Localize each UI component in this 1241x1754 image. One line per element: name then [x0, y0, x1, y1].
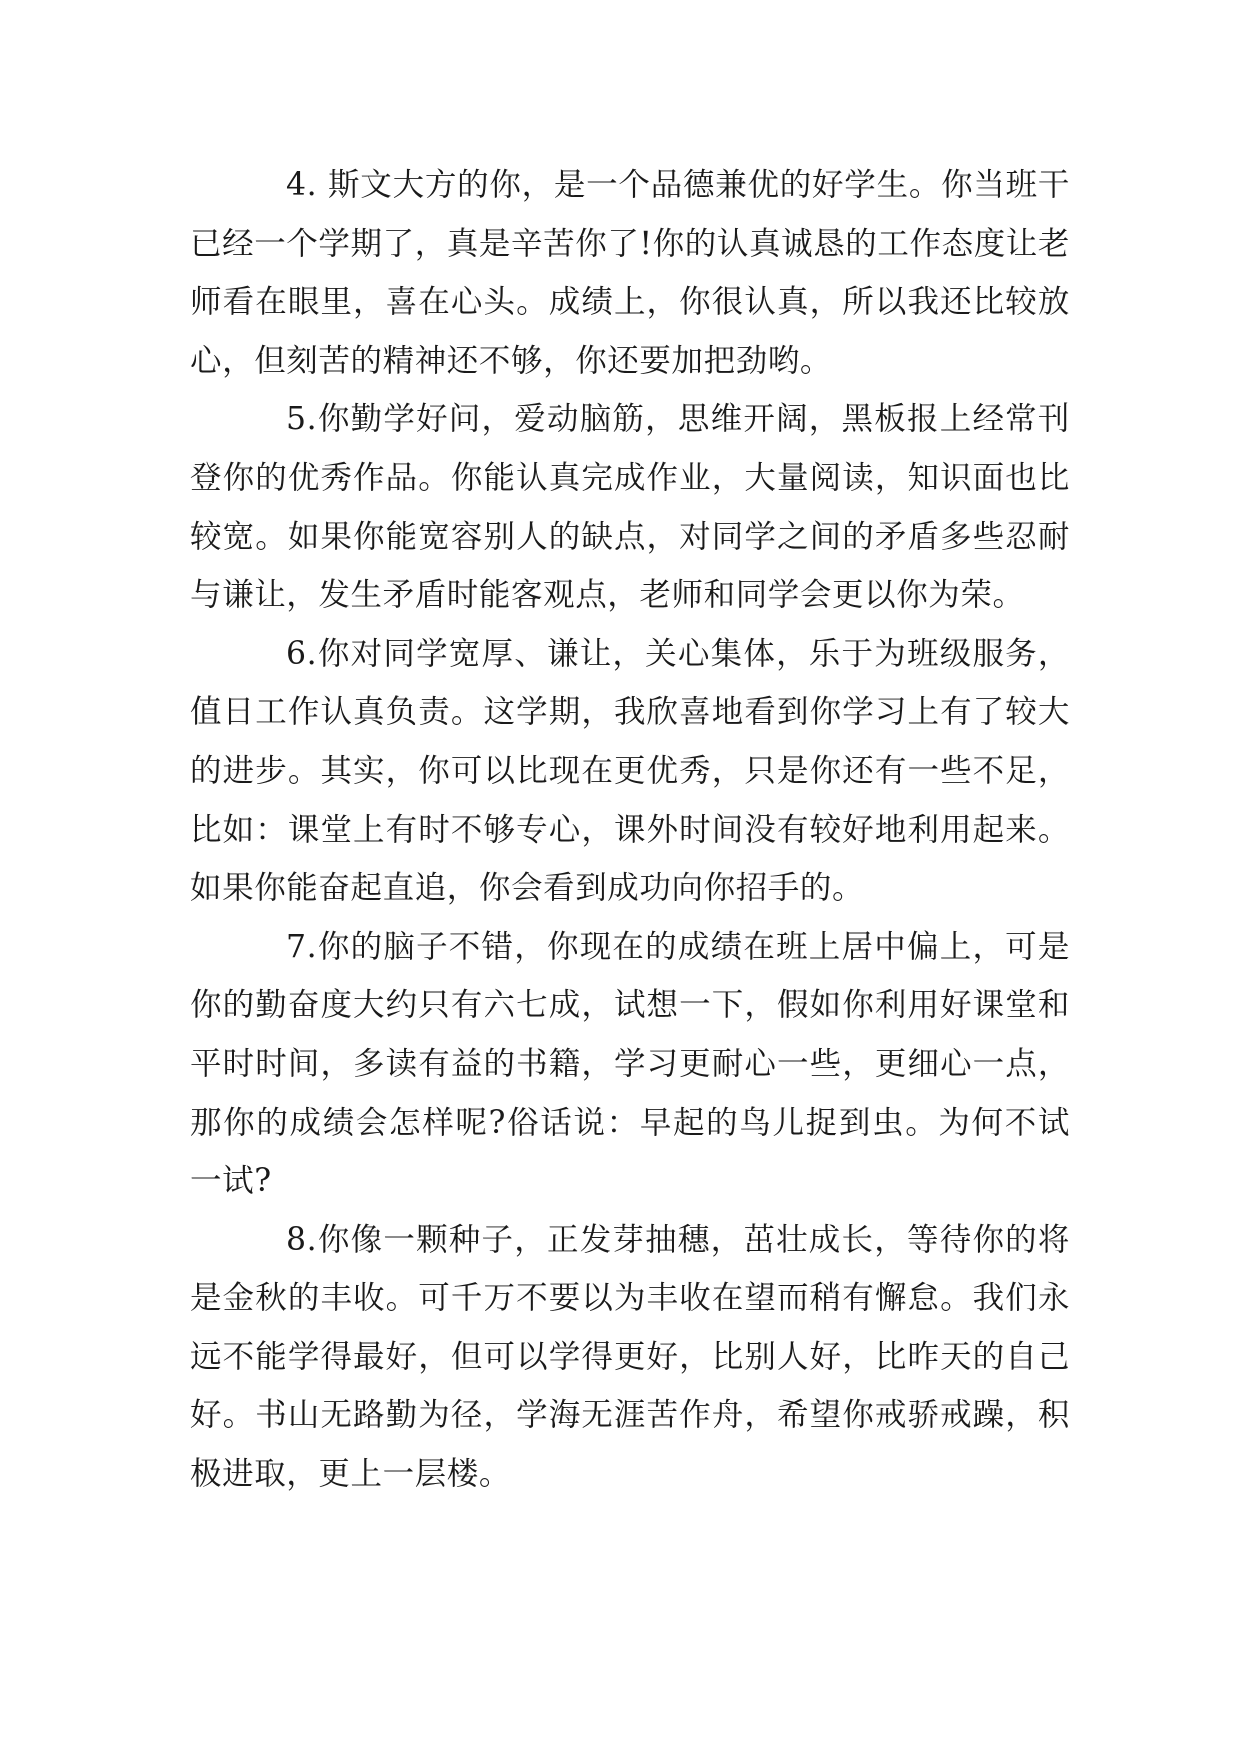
comment-paragraph-5: 5.你勤学好问，爱动脑筋，思维开阔，黑板报上经常刊登你的优秀作品。你能认真完成作业，大量阅读，知识面也比较宽。如果你能宽容别人的缺点，对同学之间的矛盾多些忍耐与谦让，发生矛盾时能客观点，老师和同学会更以你为荣。: [190, 401, 1070, 614]
comment-paragraph-8: 8.你像一颗种子，正发芽抽穗，茁壮成长，等待你的将是金秋的丰收。可千万不要以为丰收在望而稍有懈怠。我们永远不能学得最好，但可以学得更好，比别人好，比昨天的自己好。书山无路勤为径，学海无涯苦作舟，希望你戒骄戒躁，积极进取，更上一层楼。: [190, 1221, 1070, 1493]
comment-paragraph-6: 6.你对同学宽厚、谦让，关心集体，乐于为班级服务，值日工作认真负责。这学期，我欣喜地看到你学习上有了较大的进步。其实，你可以比现在更优秀，只是你还有一些不足，比如：课堂上有时不够专心，课外时间没有较好地利用起来。如果你能奋起直追，你会看到成功向你招手的。: [190, 635, 1070, 907]
document-body: [190, 156, 1070, 1504]
comment-paragraph-7: 7.你的脑子不错，你现在的成绩在班上居中偏上，可是你的勤奋度大约只有六七成，试想一下，假如你利用好课堂和平时时间，多读有益的书籍，学习更耐心一些，更细心一点，那你的成绩会怎样呢?俗话说：早起的鸟儿捉到虫。为何不试一试?: [190, 928, 1070, 1200]
comment-paragraph-4: 4. 斯文大方的你，是一个品德兼优的好学生。你当班干已经一个学期了，真是辛苦你了!你的认真诚恳的工作态度让老师看在眼里，喜在心头。成绩上，你很认真，所以我还比较放心，但刻苦的精神还不够，你还要加把劲哟。: [190, 167, 1070, 379]
